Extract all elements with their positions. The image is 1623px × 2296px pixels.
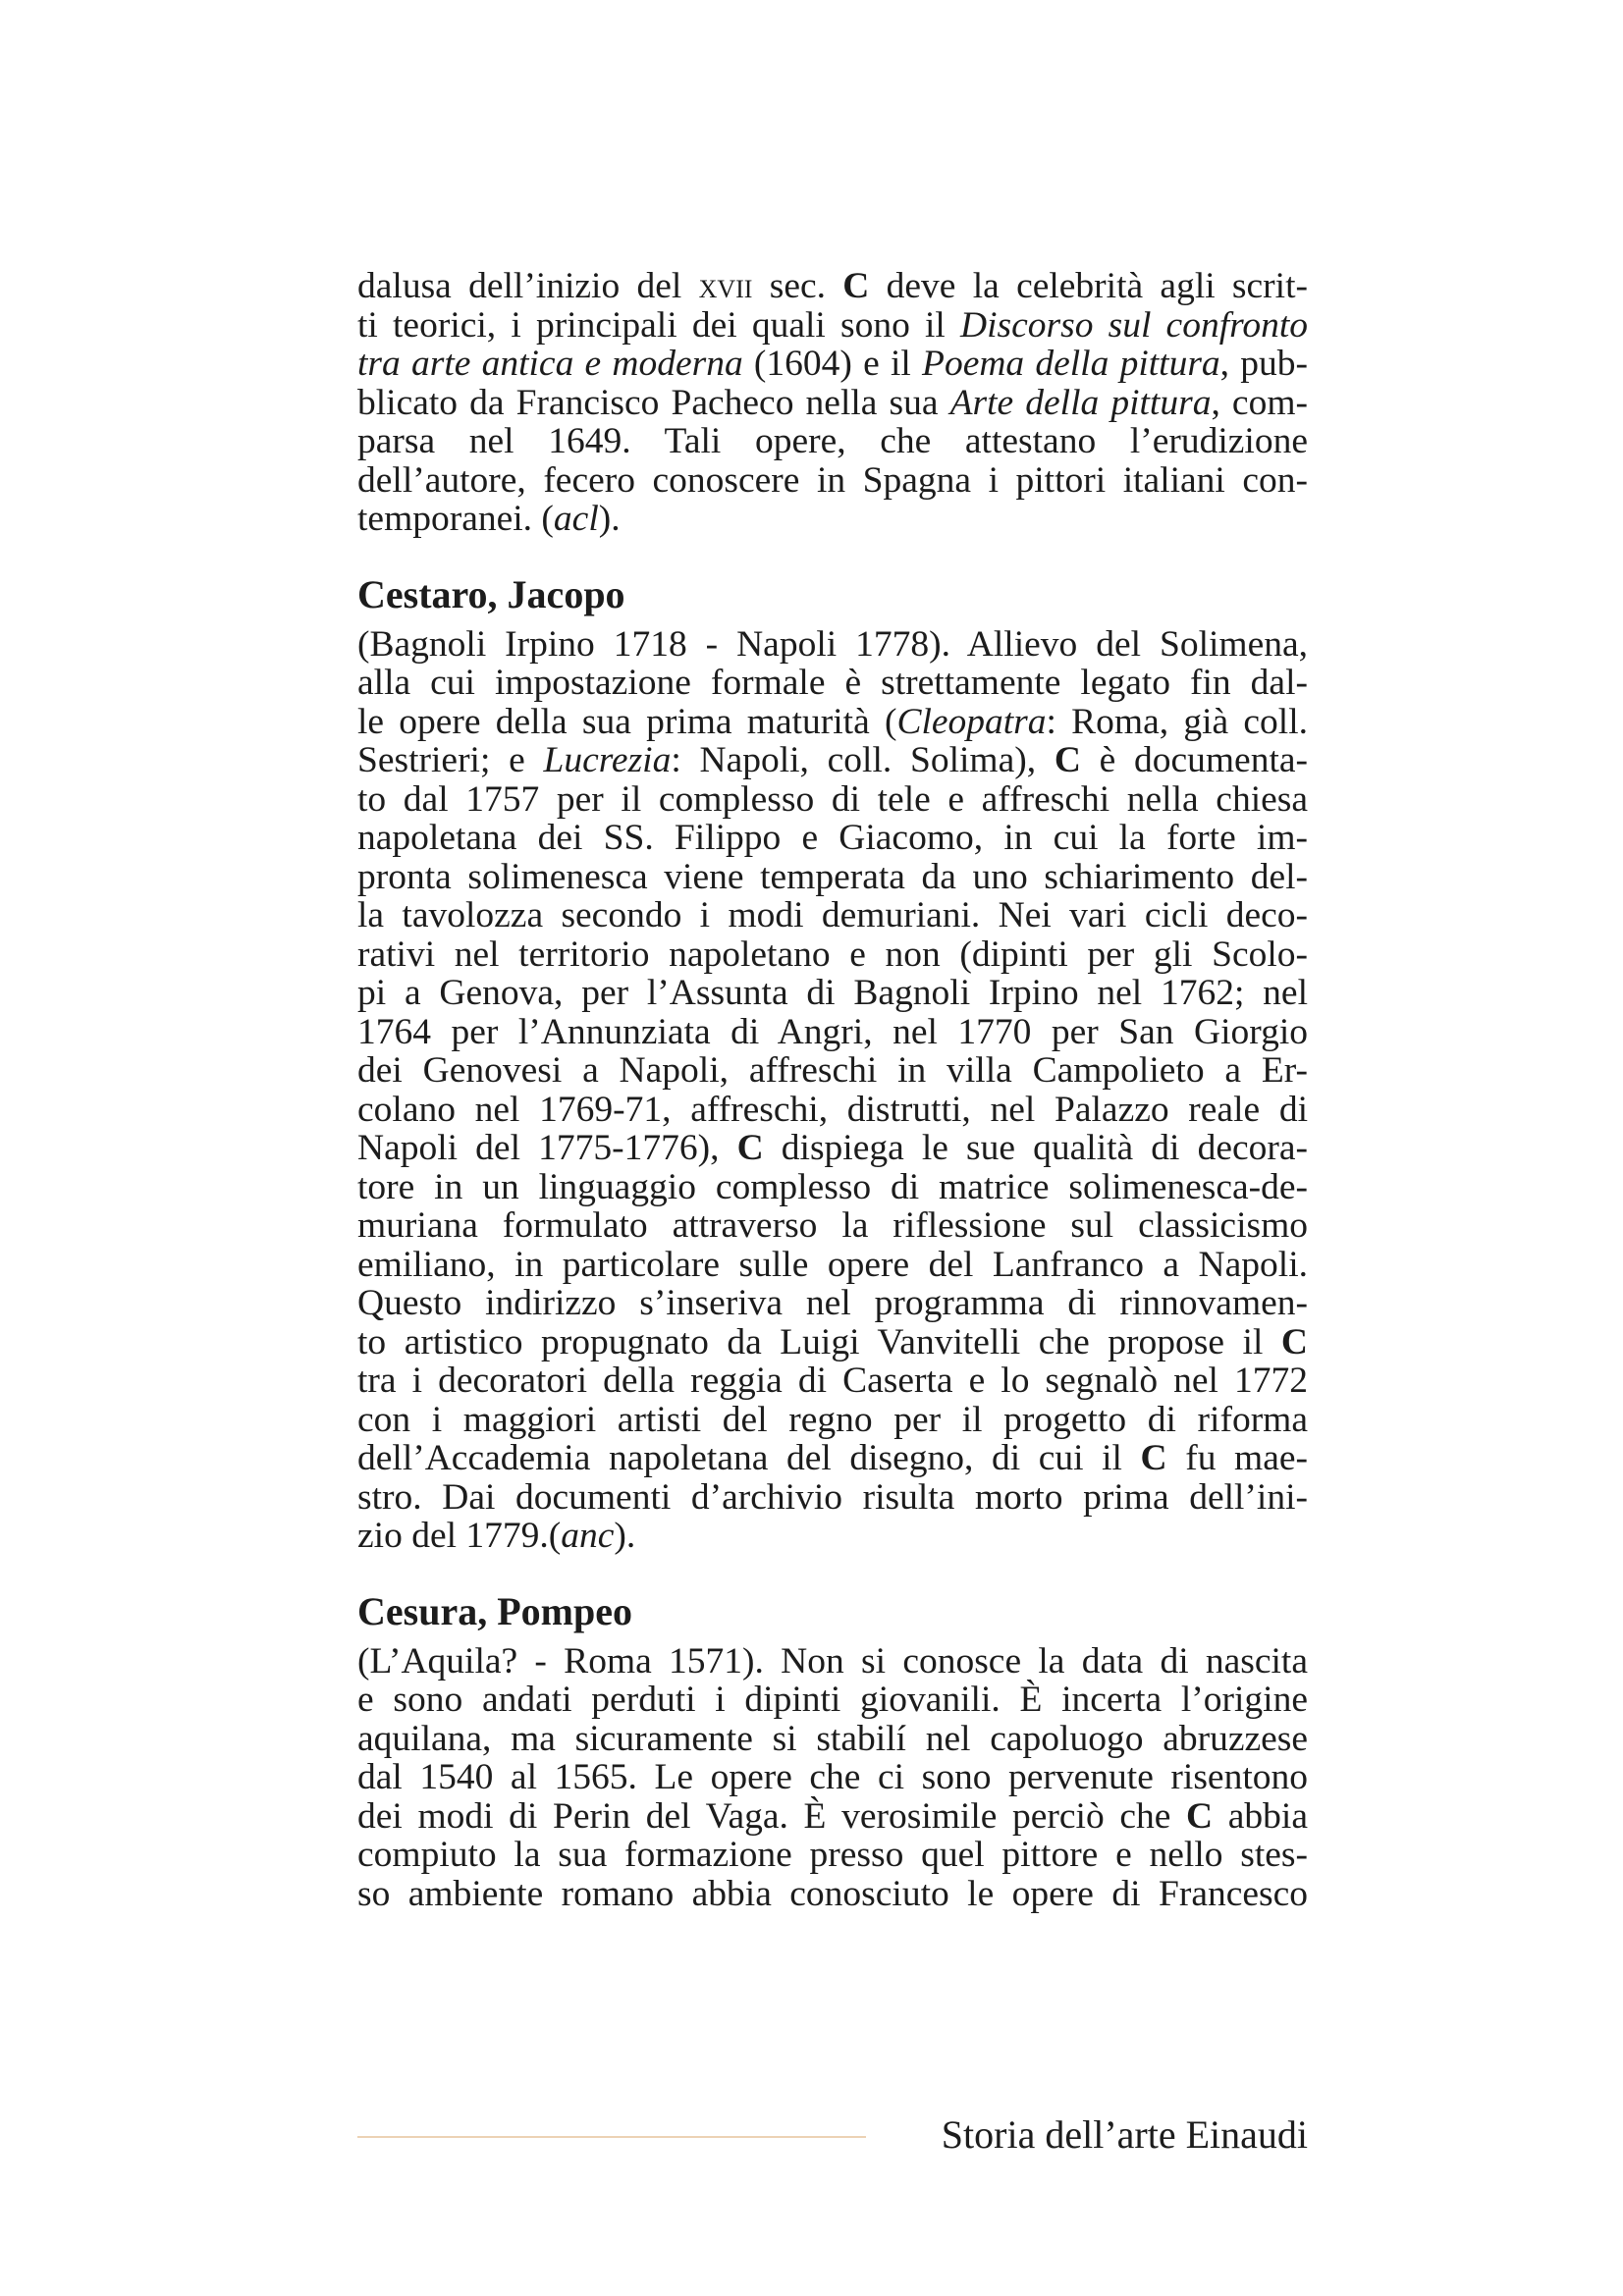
text-line: tra arte antica e moderna (1604) e il Poema della pittura, pub-	[357, 344, 1308, 384]
text-line: to artistico propugnato da Luigi Vanvitelli che propose il C	[357, 1321, 1308, 1362]
text-line: e sono andati perduti i dipinti giovanili. È incerta l’origine	[357, 1680, 1308, 1720]
text-line: dal 1540 al 1565. Le opere che ci sono pervenute risentono	[357, 1757, 1308, 1797]
entry-title-cestaro: Cestaro, Jacopo	[357, 571, 625, 616]
entry-body-cesura	[357, 1642, 1308, 1914]
footer-rule	[357, 2136, 866, 2138]
text-line: to dal 1757 per il complesso di tele e affreschi nella chiesa	[357, 778, 1308, 820]
text-line: tore in un linguaggio complesso di matrice solimenesca-de-	[357, 1166, 1308, 1207]
text-line: temporanei. (acl).	[357, 499, 621, 539]
text-line: la tavolozza secondo i modi demuriani. Nei vari cicli deco-	[357, 895, 1308, 935]
text-line: pi a Genova, per l’Assunta di Bagnoli Irpino nel 1762; nel	[357, 973, 1308, 1013]
text-line: zio del 1779.(anc).	[357, 1516, 636, 1556]
text-line: dell’autore, fecero conoscere in Spagna i pittori italiani con-	[357, 459, 1308, 501]
text-line: rativi nel territorio napoletano e non (dipinti per gli Scolo-	[357, 934, 1308, 975]
text-line: alla cui impostazione formale è strettamente legato fin dal-	[357, 663, 1308, 703]
text-line: dell’Accademia napoletana del disegno, di cui il C fu mae-	[357, 1438, 1308, 1478]
text-line: so ambiente romano abbia conosciuto le opere di Francesco	[357, 1873, 1308, 1914]
text-line: (Bagnoli Irpino 1718 - Napoli 1778). Allievo del Solimena,	[357, 623, 1308, 665]
text-line: tra i decoratori della reggia di Caserta e lo segnalò nel 1772	[357, 1361, 1308, 1401]
text-line: Napoli del 1775-1776), C dispiega le sue qualità di decora-	[357, 1128, 1308, 1168]
page-body	[357, 267, 1308, 1913]
text-line: napoletana dei SS. Filippo e Giacomo, in cui la forte im-	[357, 818, 1308, 858]
text-line: dei modi di Perin del Vaga. È verosimile perciò che C abbia	[357, 1795, 1308, 1837]
text-line: dei Genovesi a Napoli, affreschi in villa Campolieto a Er-	[357, 1050, 1308, 1091]
text-line: parsa nel 1649. Tali opere, che attestano l’erudizione	[357, 421, 1308, 461]
footer-title: Storia dell’arte Einaudi	[941, 2112, 1308, 2157]
text-line: Sestrieri; e Lucrezia: Napoli, coll. Solima), C è documenta-	[357, 740, 1308, 780]
text-line: Questo indirizzo s’inseriva nel programma di rinnovamen-	[357, 1283, 1308, 1323]
text-line: (L’Aquila? - Roma 1571). Non si conosce la data di nascita	[357, 1640, 1308, 1682]
text-line: stro. Dai documenti d’archivio risulta morto prima dell’ini-	[357, 1476, 1308, 1518]
paragraph-continuation	[357, 267, 1308, 539]
text-line: muriana formulato attraverso la riflessione sul classicismo	[357, 1205, 1308, 1246]
text-line: 1764 per l’Annunziata di Angri, nel 1770 per San Giorgio	[357, 1011, 1308, 1052]
text-line: dalusa dell’inizio del xvii sec. C deve la celebrità agli scrit-	[357, 266, 1308, 306]
text-line: con i maggiori artisti del regno per il progetto di riforma	[357, 1399, 1308, 1440]
text-line: pronta solimenesca viene temperata da uno schiarimento del-	[357, 856, 1308, 897]
text-line: compiuto la sua formazione presso quel pittore e nello stes-	[357, 1835, 1308, 1875]
text-line: ti teorici, i principali dei quali sono il Discorso sul confronto	[357, 304, 1308, 346]
text-line: blicato da Francisco Pacheco nella sua Arte della pittura, com-	[357, 382, 1308, 423]
text-line: aquilana, ma sicuramente si stabilí nel capoluogo abruzzese	[357, 1718, 1308, 1759]
entry-title-cesura: Cesura, Pompeo	[357, 1588, 632, 1633]
text-line: le opere della sua prima maturità (Cleopatra: Roma, già coll.	[357, 701, 1308, 742]
entry-body-cestaro	[357, 625, 1308, 1556]
text-line: emiliano, in particolare sulle opere del Lanfranco a Napoli.	[357, 1244, 1308, 1285]
text-line: colano nel 1769-71, affreschi, distrutti, nel Palazzo reale di	[357, 1089, 1308, 1130]
